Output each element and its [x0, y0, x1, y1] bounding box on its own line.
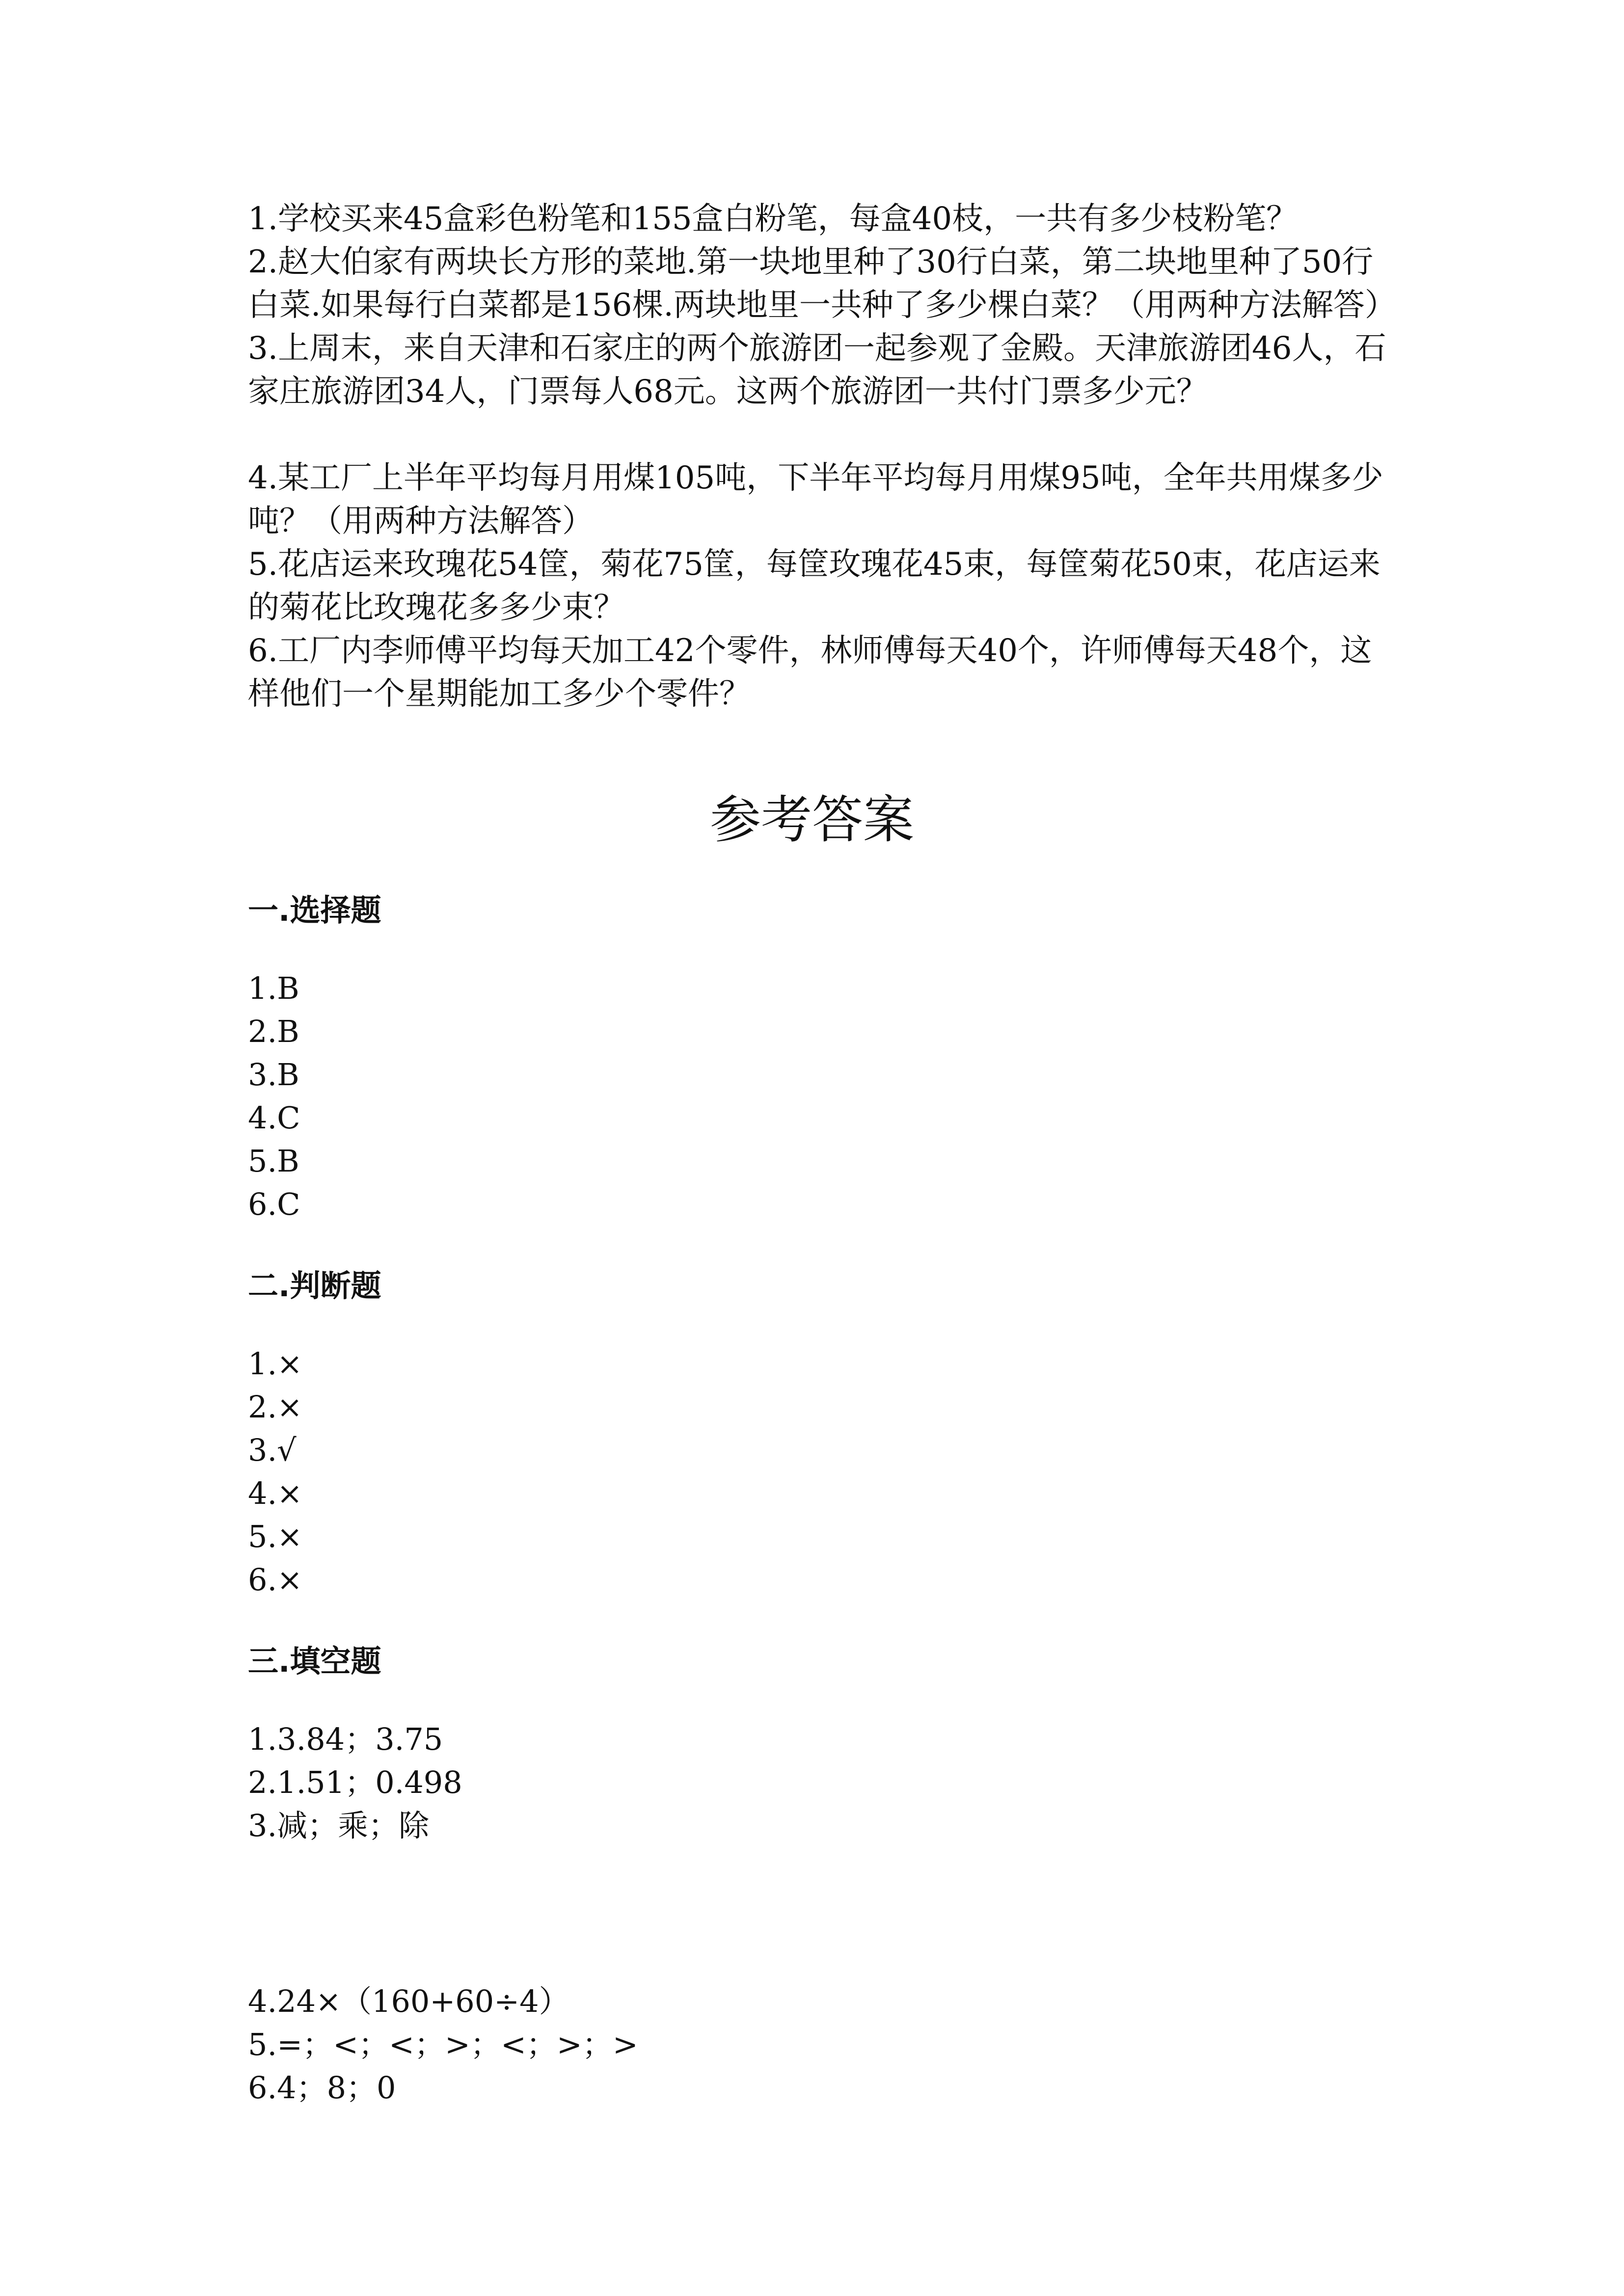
answer-item: 5.×: [248, 1519, 303, 1554]
answer-list: [248, 967, 1392, 1226]
answer-item: 2.×: [248, 1389, 303, 1425]
section-true-false: [248, 1264, 1392, 1602]
section-multiple-choice: [248, 888, 1392, 1226]
answer-item: 3.√: [248, 1432, 297, 1468]
answer-item: 1.3.84；3.75: [248, 1721, 443, 1757]
problem-2: 2.赵大伯家有两块长方形的菜地.第一块地里种了30行白菜，第二块地里种了50行白菜.如果每行白菜都是156棵.两块地里一共种了多少棵白菜？（用两种方法解答）: [248, 244, 1396, 323]
answer-item: 4.24×（160+60÷4）: [248, 1983, 569, 2019]
answer-item: 2.1.51；0.498: [248, 1764, 462, 1800]
answer-item: 3.B: [248, 1057, 299, 1093]
answer-item: 4.×: [248, 1475, 303, 1511]
word-problems: [248, 197, 1396, 716]
section-heading: 二.判断题: [248, 1268, 381, 1304]
problem-4: 4.某工厂上半年平均每月用煤105吨，下半年平均每月用煤95吨，全年共用煤多少吨？（用两种方法解答）: [248, 460, 1383, 539]
problem-3: 3.上周末，来自天津和石家庄的两个旅游团一起参观了金殿。天津旅游团46人，石家庄旅游团34人，门票每人68元。这两个旅游团一共付门票多少元？: [248, 330, 1386, 410]
answer-item: 1.B: [248, 970, 299, 1006]
answer-item: 3.减；乘；除: [248, 1808, 430, 1843]
answer-list: [248, 1718, 1392, 2109]
problem-1: 1.学校买来45盒彩色粉笔和155盒白粉笔，每盒40枝，一共有多少枝粉笔？: [248, 201, 1298, 237]
section-heading: 一.选择题: [248, 892, 381, 928]
answer-item: 6.4；8；0: [248, 2070, 396, 2106]
problem-5: 5.花店运来玫瑰花54筐，菊花75筐，每筐玫瑰花45束，每筐菊花50束，花店运来的菊花比玫瑰花多多少束？: [248, 546, 1380, 626]
problem-6: 6.工厂内李师傅平均每天加工42个零件，林师傅每天40个，许师傅每天48个，这样他们一个星期能加工多少个零件？: [248, 633, 1372, 712]
section-heading: 三.填空题: [248, 1643, 381, 1679]
answer-item: 6.×: [248, 1562, 303, 1598]
answer-item: 6.C: [248, 1186, 300, 1222]
section-fill-blank: [248, 1639, 1392, 2109]
answer-item: 5.B: [248, 1143, 299, 1179]
answer-item: 5.=；<；<；>；<；>；>: [248, 2027, 638, 2062]
answers-title: 参考答案: [709, 790, 914, 850]
answer-list: [248, 1342, 1392, 1602]
answer-item: 2.B: [248, 1014, 299, 1049]
answer-item: 4.C: [248, 1100, 300, 1136]
answer-item: 1.×: [248, 1346, 303, 1382]
